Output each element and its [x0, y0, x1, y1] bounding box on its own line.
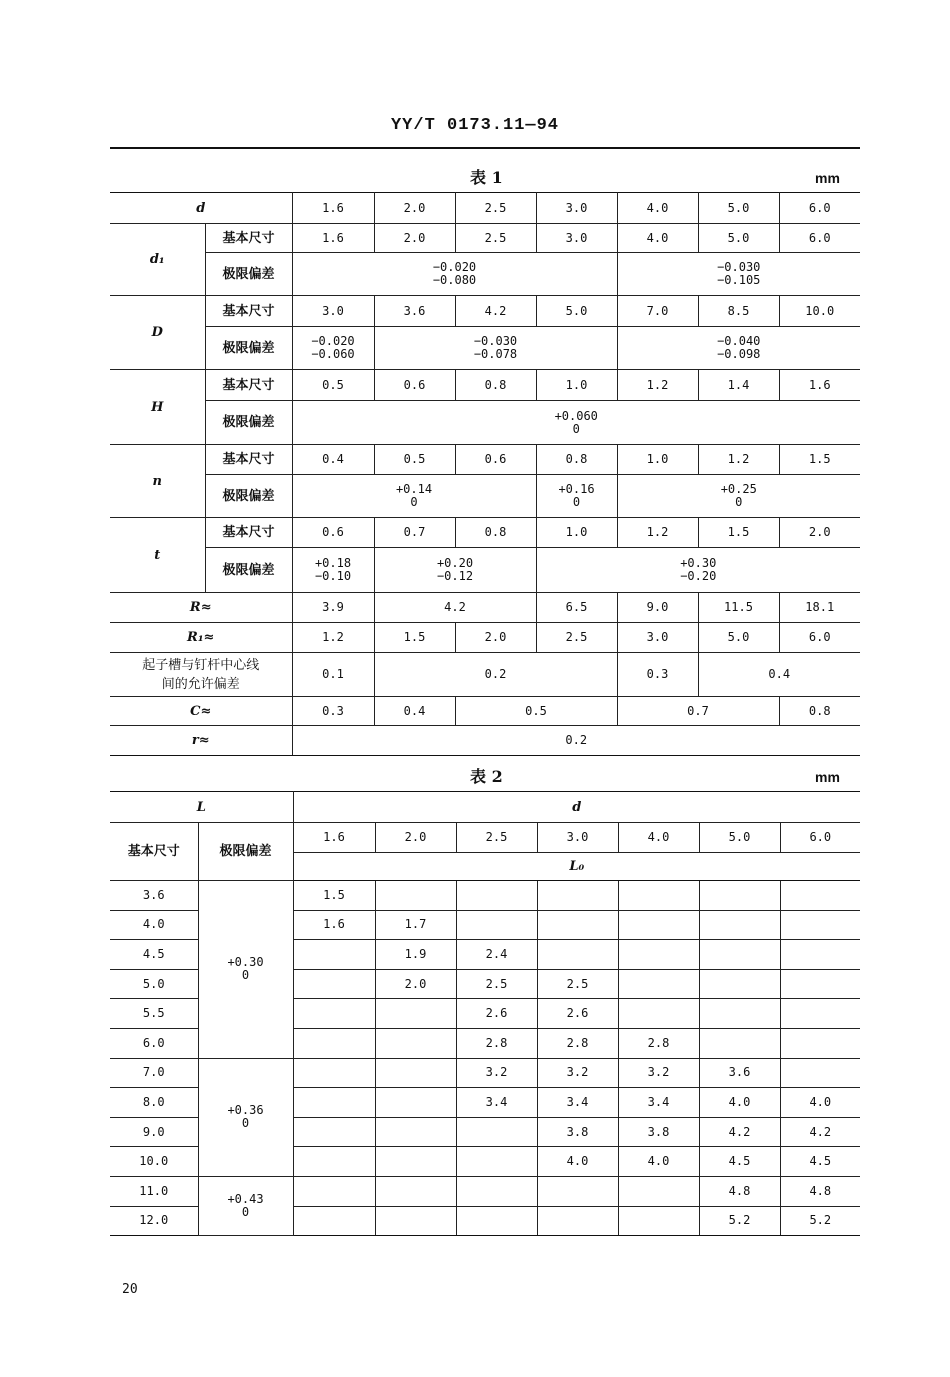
- cell: 1.6: [779, 370, 860, 401]
- tolerance-cell: [292, 327, 374, 370]
- tol-upper: −0.030: [717, 260, 761, 274]
- L0-value: [537, 940, 618, 970]
- length-basic: 4.5: [110, 940, 198, 970]
- L0-value: [618, 910, 699, 940]
- cell: 1.0: [536, 370, 617, 401]
- table2-unit: mm: [815, 769, 840, 785]
- cell: 3.0: [617, 623, 698, 653]
- basic-size-header: 基本尺寸: [110, 823, 198, 881]
- L-label: L: [110, 792, 293, 823]
- L0-value: [456, 1206, 537, 1236]
- length-basic: 12.0: [110, 1206, 198, 1236]
- L0-value: [456, 1176, 537, 1206]
- L0-value: 4.2: [780, 1117, 860, 1147]
- cell: 0.6: [374, 370, 455, 401]
- tolerance-cell: [292, 475, 536, 518]
- cell: 0.8: [536, 445, 617, 475]
- cell: 10.0: [779, 296, 860, 327]
- cell: 1.2: [617, 518, 698, 548]
- tol-upper: +0.060: [554, 408, 598, 423]
- cell: 3.0: [536, 193, 617, 224]
- length-tolerance: [198, 1058, 293, 1176]
- cell: 7.0: [617, 296, 698, 327]
- tolerance-label: 极限偏差: [205, 401, 292, 445]
- L0-value: 2.0: [375, 969, 456, 999]
- cell: 3.0: [292, 296, 374, 327]
- cell: 4.2: [455, 296, 536, 327]
- cell: 2.5: [455, 193, 536, 224]
- cell: 0.7: [374, 518, 455, 548]
- H-label: H: [110, 370, 205, 445]
- cell: 6.0: [779, 623, 860, 653]
- L0-value: [375, 1176, 456, 1206]
- cell: 4.2: [374, 593, 536, 623]
- page-number: 20: [122, 1282, 138, 1297]
- slot-label-line2: 间的允许偏差: [161, 676, 240, 692]
- tol-lower: −0.080: [432, 273, 477, 287]
- d-value: 1.6: [293, 823, 375, 853]
- tol-upper: −0.020: [432, 260, 477, 274]
- L0-value: 3.6: [699, 1058, 780, 1088]
- L0-value: 3.8: [618, 1117, 699, 1147]
- cell: 1.0: [617, 445, 698, 475]
- cell: 1.2: [292, 623, 374, 653]
- cell: 3.9: [292, 593, 374, 623]
- L0-value: 4.8: [780, 1176, 860, 1206]
- L0-value: 4.8: [699, 1176, 780, 1206]
- L0-value: 4.0: [780, 1088, 860, 1118]
- L0-value: 3.2: [618, 1058, 699, 1088]
- length-basic: 7.0: [110, 1058, 198, 1088]
- cell: 0.3: [292, 697, 374, 726]
- C-label: C≈: [110, 697, 292, 726]
- table-row: [110, 1058, 860, 1088]
- cell: 0.6: [292, 518, 374, 548]
- tol-upper: +0.30: [680, 556, 717, 570]
- L0-value: [293, 1147, 375, 1177]
- cell: 11.5: [698, 593, 779, 623]
- d-value: 4.0: [618, 823, 699, 853]
- t-label: t: [110, 518, 205, 593]
- tolerance-cell: [292, 253, 617, 296]
- d1-label: d₁: [110, 224, 205, 296]
- cell: 1.5: [779, 445, 860, 475]
- basic-size-label: 基本尺寸: [205, 518, 292, 548]
- L0-value: 4.0: [618, 1147, 699, 1177]
- L0-value: 2.4: [456, 940, 537, 970]
- d-value: 2.0: [375, 823, 456, 853]
- cell: 0.8: [455, 518, 536, 548]
- cell: 0.7: [617, 697, 779, 726]
- L0-value: 2.6: [456, 999, 537, 1029]
- L0-value: 2.5: [537, 969, 618, 999]
- D-label: D: [110, 296, 205, 370]
- L0-value: 4.5: [780, 1147, 860, 1177]
- tolerance-label: 极限偏差: [205, 327, 292, 370]
- cell: 1.2: [617, 370, 698, 401]
- L0-value: [375, 1058, 456, 1088]
- L0-value: 3.8: [537, 1117, 618, 1147]
- r-label: r≈: [110, 726, 292, 756]
- L0-value: [293, 940, 375, 970]
- basic-size-label: 基本尺寸: [205, 296, 292, 327]
- cell: 2.0: [779, 518, 860, 548]
- L0-value: [618, 999, 699, 1029]
- L0-value: [375, 1117, 456, 1147]
- L0-value: 5.2: [780, 1206, 860, 1236]
- tolerance-cell: [617, 327, 860, 370]
- d-value: 3.0: [537, 823, 618, 853]
- length-basic: 11.0: [110, 1176, 198, 1206]
- cell: 0.5: [374, 445, 455, 475]
- standard-code: YY/T 0173.11—94: [390, 116, 560, 135]
- L0-value: [375, 1028, 456, 1058]
- length-tolerance: [198, 881, 293, 1059]
- L0-value: [537, 881, 618, 911]
- cell: 0.2: [292, 726, 860, 756]
- basic-size-label: 基本尺寸: [205, 445, 292, 475]
- L0-value: [293, 1028, 375, 1058]
- basic-size-label: 基本尺寸: [205, 370, 292, 401]
- cell: 2.0: [374, 193, 455, 224]
- d-value: 5.0: [699, 823, 780, 853]
- cell: 1.6: [292, 224, 374, 253]
- cell: 5.0: [698, 224, 779, 253]
- tol-upper: +0.43: [227, 1192, 264, 1207]
- cell: 0.5: [455, 697, 617, 726]
- tolerance-label: 极限偏差: [205, 475, 292, 518]
- cell: 4.0: [617, 193, 698, 224]
- L0-value: 4.0: [537, 1147, 618, 1177]
- L0-value: [375, 1206, 456, 1236]
- tol-upper: −0.040: [717, 334, 761, 348]
- cell: 5.0: [698, 193, 779, 224]
- cell: 0.4: [374, 697, 455, 726]
- L0-value: [618, 940, 699, 970]
- slot-label-line1: 起子槽与钉杆中心线: [142, 657, 260, 673]
- table2-body: [110, 881, 860, 1236]
- L0-value: 3.4: [618, 1088, 699, 1118]
- tol-upper: +0.30: [227, 955, 264, 970]
- length-basic: 6.0: [110, 1028, 198, 1058]
- L0-value: [699, 1028, 780, 1058]
- L0-value: 2.8: [537, 1028, 618, 1058]
- d-label: d: [110, 193, 292, 224]
- L0-value: 5.2: [699, 1206, 780, 1236]
- L0-value: [618, 881, 699, 911]
- L0-value: [293, 969, 375, 999]
- L0-value: [780, 940, 860, 970]
- tol-upper: +0.20: [436, 556, 474, 570]
- n-label: n: [110, 445, 205, 518]
- tol-lower: 0: [410, 495, 418, 509]
- table1-unit: mm: [815, 170, 840, 186]
- length-basic: 3.6: [110, 881, 198, 911]
- table2-title: 表 2: [470, 767, 503, 786]
- R-label: R≈: [110, 593, 292, 623]
- L0-value: [780, 969, 860, 999]
- L0-value: [699, 969, 780, 999]
- L0-value: [456, 1117, 537, 1147]
- tolerance-cell: [374, 327, 617, 370]
- L0-value: 2.6: [537, 999, 618, 1029]
- cell: 5.0: [536, 296, 617, 327]
- L0-value: 1.7: [375, 910, 456, 940]
- cell: 0.4: [292, 445, 374, 475]
- tol-upper: +0.18: [314, 556, 352, 570]
- cell: 8.5: [698, 296, 779, 327]
- L0-value: [537, 1206, 618, 1236]
- L0-value: 4.5: [699, 1147, 780, 1177]
- cell: 1.5: [374, 623, 455, 653]
- L0-value: [293, 1176, 375, 1206]
- L0-value: [780, 1028, 860, 1058]
- L0-value: 4.2: [699, 1117, 780, 1147]
- tol-lower: 0: [572, 495, 581, 509]
- L0-value: 1.5: [293, 881, 375, 911]
- L0-value: [293, 999, 375, 1029]
- table-row: [110, 1176, 860, 1206]
- header-rule: [110, 147, 860, 149]
- L0-value: [293, 1058, 375, 1088]
- L0-value: 3.4: [456, 1088, 537, 1118]
- cell: 0.2: [374, 653, 617, 697]
- L0-value: [780, 999, 860, 1029]
- L0-value: [537, 1176, 618, 1206]
- tol-upper: +0.16: [558, 482, 595, 496]
- L0-value: [456, 910, 537, 940]
- tol-lower: 0: [241, 1116, 250, 1131]
- tolerance-cell: [292, 548, 374, 593]
- L0-value: 2.8: [456, 1028, 537, 1058]
- cell: 0.6: [455, 445, 536, 475]
- tolerance-label: 极限偏差: [205, 253, 292, 296]
- tolerance-cell: [617, 253, 860, 296]
- L0-value: 3.4: [537, 1088, 618, 1118]
- cell: 5.0: [698, 623, 779, 653]
- L0-value: [780, 910, 860, 940]
- cell: 1.5: [698, 518, 779, 548]
- tol-upper: +0.36: [227, 1103, 264, 1118]
- tol-lower: −0.060: [311, 347, 355, 361]
- cell: 1.6: [292, 193, 374, 224]
- tol-upper: +0.25: [720, 482, 757, 496]
- cell: 0.1: [292, 653, 374, 697]
- cell: 1.0: [536, 518, 617, 548]
- L0-value: 1.9: [375, 940, 456, 970]
- L0-value: [699, 999, 780, 1029]
- cell: 2.0: [455, 623, 536, 653]
- cell: 6.0: [779, 224, 860, 253]
- tolerance-label: 极限偏差: [205, 548, 292, 593]
- cell: 2.5: [455, 224, 536, 253]
- cell: 0.8: [779, 697, 860, 726]
- L0-value: [293, 1206, 375, 1236]
- table1: [110, 192, 860, 756]
- L0-value: [618, 969, 699, 999]
- tol-lower: −0.20: [680, 569, 717, 583]
- d-value: 6.0: [780, 823, 860, 853]
- slot-deviation-label: [110, 653, 292, 697]
- cell: 2.5: [536, 623, 617, 653]
- length-basic: 5.0: [110, 969, 198, 999]
- tol-lower: 0: [735, 495, 743, 509]
- L0-value: [293, 1088, 375, 1118]
- tol-lower: 0: [241, 968, 250, 983]
- cell: 1.4: [698, 370, 779, 401]
- tolerance-cell: [617, 475, 860, 518]
- L0-value: 1.6: [293, 910, 375, 940]
- tol-upper: −0.030: [473, 334, 518, 348]
- cell: 6.0: [779, 193, 860, 224]
- tol-upper: −0.020: [311, 334, 355, 348]
- table2: [110, 791, 860, 1236]
- cell: 0.5: [292, 370, 374, 401]
- tol-lower: −0.12: [436, 569, 474, 583]
- tolerance-header: 极限偏差: [198, 823, 293, 881]
- table-row: [110, 881, 860, 911]
- L0-header: L₀: [293, 853, 860, 881]
- length-basic: 4.0: [110, 910, 198, 940]
- L0-value: [618, 1206, 699, 1236]
- L0-value: 3.2: [537, 1058, 618, 1088]
- tol-lower: −0.10: [314, 569, 352, 583]
- L0-value: [456, 881, 537, 911]
- tolerance-cell: [536, 548, 860, 593]
- cell: 0.8: [455, 370, 536, 401]
- L0-value: [780, 1058, 860, 1088]
- L0-value: 2.5: [456, 969, 537, 999]
- L0-value: [780, 881, 860, 911]
- d-header: d: [293, 792, 860, 823]
- L0-value: [699, 910, 780, 940]
- L0-value: [699, 940, 780, 970]
- cell: 0.3: [617, 653, 698, 697]
- L0-value: [293, 1117, 375, 1147]
- table1-title: 表 1: [470, 168, 503, 187]
- L0-value: [537, 910, 618, 940]
- d-value: 2.5: [456, 823, 537, 853]
- length-tolerance: [198, 1176, 293, 1235]
- length-basic: 10.0: [110, 1147, 198, 1177]
- basic-size-label: 基本尺寸: [205, 224, 292, 253]
- L0-value: [375, 1088, 456, 1118]
- tol-lower: −0.098: [717, 347, 761, 361]
- length-basic: 9.0: [110, 1117, 198, 1147]
- L0-value: [618, 1176, 699, 1206]
- tol-lower: −0.078: [473, 347, 518, 361]
- L0-value: 3.2: [456, 1058, 537, 1088]
- cell: 6.5: [536, 593, 617, 623]
- L0-value: [375, 1147, 456, 1177]
- tolerance-cell: [292, 401, 860, 445]
- tol-upper: +0.14: [395, 482, 433, 496]
- L0-value: [375, 999, 456, 1029]
- L0-value: [456, 1147, 537, 1177]
- tol-lower: −0.105: [717, 273, 761, 287]
- tol-lower: 0: [241, 1205, 250, 1220]
- tol-lower: 0: [572, 421, 580, 436]
- L0-value: 4.0: [699, 1088, 780, 1118]
- length-basic: 5.5: [110, 999, 198, 1029]
- cell: 3.6: [374, 296, 455, 327]
- cell: 0.4: [698, 653, 860, 697]
- length-basic: 8.0: [110, 1088, 198, 1118]
- cell: 9.0: [617, 593, 698, 623]
- tolerance-cell: [536, 475, 617, 518]
- cell: 18.1: [779, 593, 860, 623]
- tolerance-cell: [374, 548, 536, 593]
- R1-label: R₁≈: [110, 623, 292, 653]
- L0-value: [375, 881, 456, 911]
- cell: 1.2: [698, 445, 779, 475]
- L0-value: [699, 881, 780, 911]
- L0-value: 2.8: [618, 1028, 699, 1058]
- cell: 2.0: [374, 224, 455, 253]
- cell: 3.0: [536, 224, 617, 253]
- cell: 4.0: [617, 224, 698, 253]
